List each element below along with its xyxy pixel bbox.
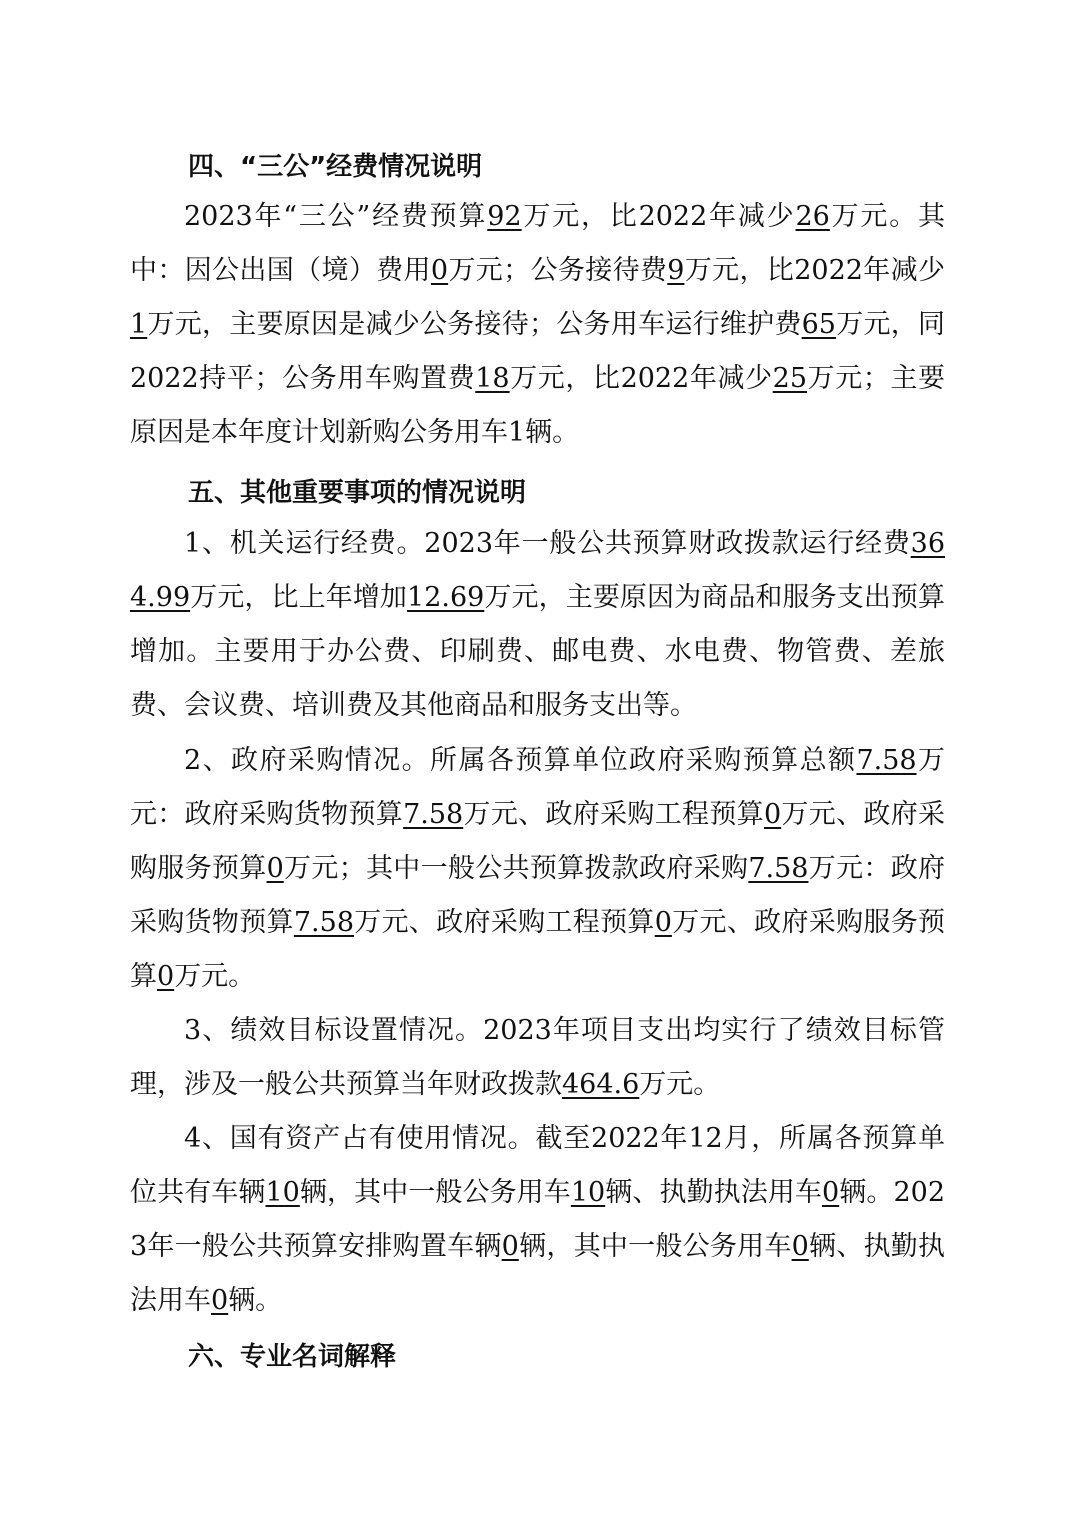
text-run: 万元，比2022年减少 bbox=[684, 255, 946, 286]
text-run: 辆、执勤执法用车 bbox=[130, 1231, 946, 1316]
text-run: 辆。 bbox=[228, 1285, 283, 1316]
underlined-value: 10 bbox=[265, 1177, 300, 1208]
underlined-value: 0 bbox=[654, 907, 672, 938]
underlined-value: 0 bbox=[791, 1231, 809, 1262]
underlined-value: 1 bbox=[130, 309, 148, 340]
text-run: 万元，同2022持平；公务用车购置费 bbox=[130, 309, 946, 394]
underlined-value: 464.6 bbox=[562, 1069, 640, 1100]
heading-section-6: 六、专业名词解释 bbox=[188, 1342, 397, 1372]
text-run: 万元、政府采购工程预算 bbox=[463, 799, 764, 830]
text-run: 2、政府采购情况。所属各预算单位政府采购预算总额 bbox=[184, 745, 857, 776]
underlined-value: 364.99 bbox=[130, 528, 945, 613]
text-run: 万元，比2022年减少 bbox=[509, 363, 773, 394]
underlined-value: 7.58 bbox=[856, 745, 917, 776]
underlined-value: 12.69 bbox=[407, 582, 485, 613]
text-run: 辆，其中一般公务用车 bbox=[518, 1231, 792, 1262]
text-run: 万元、政府采购工程预算 bbox=[354, 907, 655, 938]
heading-section-5: 五、其他重要事项的情况说明 bbox=[188, 478, 527, 508]
underlined-value: 0 bbox=[157, 961, 175, 992]
text-run: 万元；主要原因是本年度计划新购公务用车1辆。 bbox=[130, 363, 945, 448]
text-run: 万元、政府采购服务预算 bbox=[130, 907, 946, 992]
text-run: 辆、执勤执法用车 bbox=[605, 1177, 823, 1208]
underlined-value: 0 bbox=[501, 1231, 519, 1262]
text-run: 万元，主要原因为商品和服务支出预算增加。主要用于办公费、印刷费、邮电费、水电费、物管费、差旅费、会议费、培训费及其他商品和服务支出等。 bbox=[130, 582, 946, 721]
underlined-value: 7.58 bbox=[748, 853, 809, 884]
underlined-value: 0 bbox=[211, 1285, 229, 1316]
underlined-value: 7.58 bbox=[403, 799, 464, 830]
text-run: 万元：政府采购货物预算 bbox=[130, 853, 946, 938]
underlined-value: 0 bbox=[430, 255, 449, 286]
underlined-value: 0 bbox=[763, 799, 782, 830]
underlined-value: 0 bbox=[822, 1177, 840, 1208]
text-run: 万元；其中一般公共预算拨款政府采购 bbox=[283, 853, 749, 884]
text-run: 万元，比上年增加 bbox=[190, 582, 408, 613]
text-run: 2023年“三公”经费预算 bbox=[184, 201, 488, 232]
text-run: 辆。2023年一般公共预算安排购置车辆 bbox=[130, 1177, 946, 1262]
paragraph-operating-expenses bbox=[130, 517, 945, 733]
text-run: 4、国有资产占有使用情况。截至2022年12月，所属各预算单位共有车辆 bbox=[130, 1123, 945, 1208]
text-run: 万元，比2022年减少 bbox=[521, 201, 796, 232]
text-run: 万元，主要原因是减少公务接待；公务用车运行维护费 bbox=[147, 309, 802, 340]
paragraph-performance-targets bbox=[130, 1004, 945, 1112]
text-run: 1、机关运行经费。2023年一般公共预算财政拨款运行经费 bbox=[184, 528, 911, 559]
underlined-value: 26 bbox=[795, 201, 830, 232]
paragraph-state-assets bbox=[130, 1112, 945, 1328]
underlined-value: 25 bbox=[772, 363, 808, 394]
paragraph-three-public-expenses bbox=[130, 190, 945, 460]
underlined-value: 65 bbox=[801, 309, 836, 340]
underlined-value: 7.58 bbox=[293, 907, 354, 938]
text-run: 万元。 bbox=[639, 1069, 721, 1100]
text-run: 万元；公务接待费 bbox=[448, 255, 668, 286]
text-run: 万元。其中：因公出国（境）费用 bbox=[130, 201, 945, 286]
text-run: 3、绩效目标设置情况。2023年项目支出均实行了绩效目标管理，涉及一般公共预算当年财政拨款 bbox=[130, 1015, 945, 1100]
heading-section-4: 四、“三公”经费情况说明 bbox=[188, 152, 483, 182]
underlined-value: 9 bbox=[667, 255, 685, 286]
text-run: 辆，其中一般公务用车 bbox=[299, 1177, 571, 1208]
underlined-value: 92 bbox=[487, 201, 522, 232]
underlined-value: 10 bbox=[570, 1177, 606, 1208]
text-run: 万元。 bbox=[174, 961, 256, 992]
text-run: 万元：政府采购货物预算 bbox=[130, 745, 945, 830]
paragraph-government-procurement bbox=[130, 734, 945, 1004]
underlined-value: 0 bbox=[266, 853, 284, 884]
underlined-value: 18 bbox=[475, 363, 510, 394]
text-run: 万元、政府采购服务预算 bbox=[130, 799, 946, 884]
